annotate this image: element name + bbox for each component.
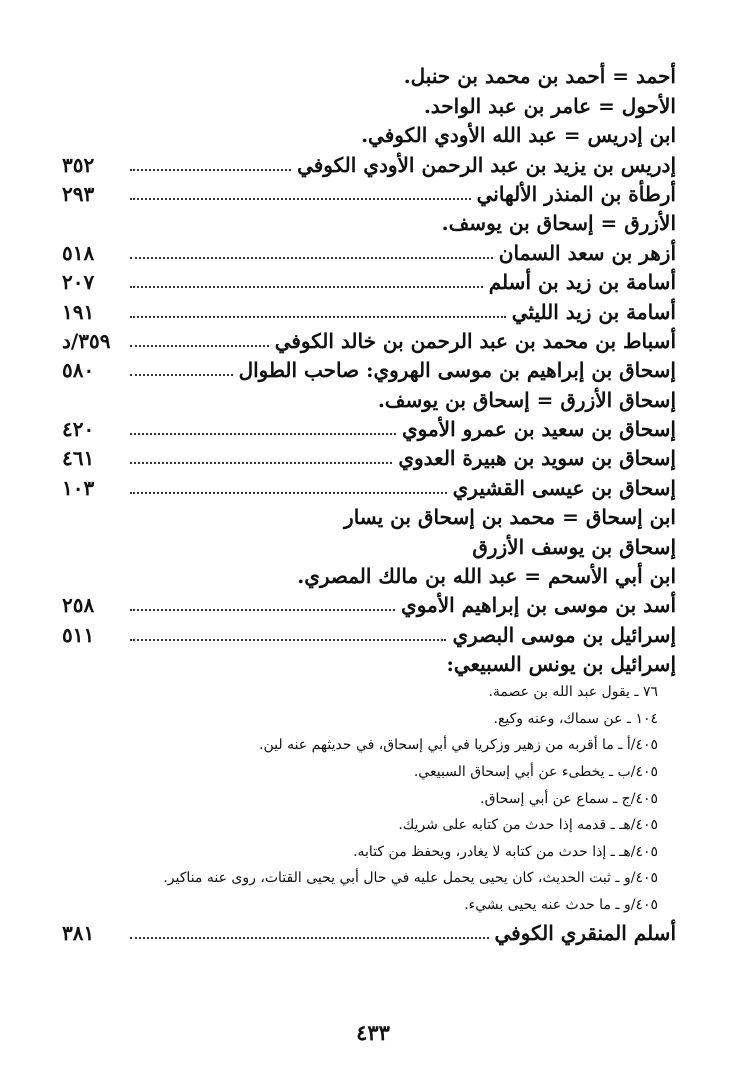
leader-dots: [130, 198, 471, 200]
entry-name: أحمد = أحمد بن محمد بن حنبل.: [403, 64, 676, 89]
entry-name: إسرائيل بن موسى البصري: [452, 622, 676, 647]
entry-number: ٢٩٣: [62, 181, 95, 206]
index-entry: [62, 121, 676, 150]
index-entry: [62, 444, 676, 473]
entry-number: ٥٨٠: [62, 358, 95, 383]
index-entry: [62, 473, 676, 502]
entry-name: إسحاق بن إبراهيم بن موسى الهروي: صاحب الطوال: [238, 358, 676, 383]
index-entry: [62, 62, 676, 91]
sub-entry: ٤٠٥/و ـ ما حدث عنه يحيى بشيء.: [464, 896, 658, 913]
index-entry: [62, 620, 676, 649]
leader-dots: [130, 639, 446, 641]
leader-dots: [130, 609, 395, 611]
index-entry: [62, 297, 676, 326]
index-entry: [62, 532, 676, 561]
leader-dots: [130, 169, 291, 171]
entry-name: الأحول = عامر بن عبد الواحد.: [423, 93, 676, 118]
entry-name: ابن أبي الأسحم = عبد الله بن مالك المصري.: [297, 564, 676, 589]
index-entry: [62, 91, 676, 120]
index-entry-final: [62, 919, 676, 948]
leader-dots: [130, 345, 269, 347]
index-entry: [62, 209, 676, 238]
leader-dots: [130, 462, 392, 464]
entry-name: أرطأة بن المنذر الألهاني: [476, 181, 676, 206]
index-entry: [62, 385, 676, 414]
leader-dots: [130, 433, 396, 435]
entry-number: ٢٠٧: [62, 270, 95, 295]
entry-number: ٣٥٩/د: [62, 328, 111, 353]
index-entry: [62, 650, 676, 679]
sub-entry: ٤٠٥/ب ـ يخطىء عن أبي إسحاق السبيعي.: [413, 763, 658, 780]
index-entry: [62, 415, 676, 444]
entry-number: ١٠٣: [62, 475, 95, 500]
entry-name: إسحاق بن عيسى القشيري: [452, 475, 676, 500]
entry-name: أسد بن موسى بن إبراهيم الأموي: [401, 593, 676, 618]
entry-name: إسحاق بن سعيد بن عمرو الأموي: [401, 417, 676, 442]
entry-name: أسلم المنقري الكوفي: [494, 920, 676, 945]
sub-entry: ٤٠٥/هـ ـ إذا حدث من كتابه لا يغادر، ويحفظ من كتابه.: [353, 843, 658, 860]
entry-name: أسامة بن زيد الليثي: [511, 299, 676, 324]
index-entry: [62, 503, 676, 532]
index-entry: [62, 268, 676, 297]
sub-entry: ٤٠٥/و ـ ثبت الحديث، كان يحيى يحمل عليه في حال أبي يحيى القتات، روى عنه مناكير.: [163, 870, 658, 887]
entry-name: إدريس بن يزيد بن عبد الرحمن الأودي الكوفي: [297, 152, 676, 177]
leader-dots: [130, 257, 493, 259]
entry-number: ٥١١: [62, 622, 95, 647]
sub-entry: ٤٠٥/أ ـ ما أقربه من زهير وزكريا في أبي إسحاق، في حديثهم عنه لين.: [259, 737, 658, 754]
index-entry: [62, 238, 676, 267]
index-entry: [62, 150, 676, 179]
index-entry: [62, 562, 676, 591]
leader-dots: [130, 374, 233, 376]
entry-name: أسباط بن محمد بن عبد الرحمن بن خالد الكوفي: [274, 328, 676, 353]
entry-number: ٣٥٢: [62, 152, 95, 177]
leader-dots: [130, 492, 447, 494]
entry-number: ٥١٨: [62, 240, 95, 265]
sub-entry: ٤٠٥/ج ـ سماع عن أبي إسحاق.: [480, 790, 658, 807]
entry-name: أزهر بن سعد السمان: [498, 240, 676, 265]
entry-number: ٤٦١: [62, 446, 95, 471]
entry-name: إسحاق الأزرق = إسحاق بن يوسف.: [377, 387, 676, 412]
sub-entry: ١٠٤ ـ عن سماك، وعنه وكيع.: [493, 710, 658, 727]
index-entry: [62, 327, 676, 356]
entry-name: الأزرق = إسحاق بن يوسف.: [441, 211, 676, 236]
page-number: ٤٣٣: [356, 1020, 390, 1045]
entry-name: ابن إدريس = عبد الله الأودي الكوفي.: [361, 123, 676, 148]
entry-name: ابن إسحاق = محمد بن إسحاق بن يسار: [344, 505, 676, 530]
sub-entries: [62, 679, 676, 918]
index-entry: [62, 180, 676, 209]
index-entries: [62, 62, 676, 679]
leader-dots: [130, 316, 506, 318]
entry-number: ٣٨١: [62, 920, 95, 945]
entry-number: ٤٢٠: [62, 417, 95, 442]
sub-entry: ٤٠٥/هـ ـ قدمه إذا حدث من كتابه على شريك.: [398, 817, 658, 834]
leader-dots: [130, 937, 489, 939]
entry-number: ١٩١: [62, 299, 95, 324]
leader-dots: [130, 286, 483, 288]
index-entry: [62, 356, 676, 385]
entry-name: إسحاق بن سويد بن هبيرة العدوي: [398, 446, 676, 471]
index-page: [62, 62, 676, 1022]
entry-number: ٢٥٨: [62, 593, 95, 618]
entry-name: أسامة بن زيد بن أسلم: [488, 270, 676, 295]
index-entry: [62, 591, 676, 620]
entry-name: إسرائيل بن يونس السبيعي:: [446, 652, 676, 677]
entry-name: إسحاق بن يوسف الأزرق: [472, 534, 676, 559]
sub-entry: ٧٦ ـ يقول عبد الله بن عصمة.: [488, 684, 658, 701]
